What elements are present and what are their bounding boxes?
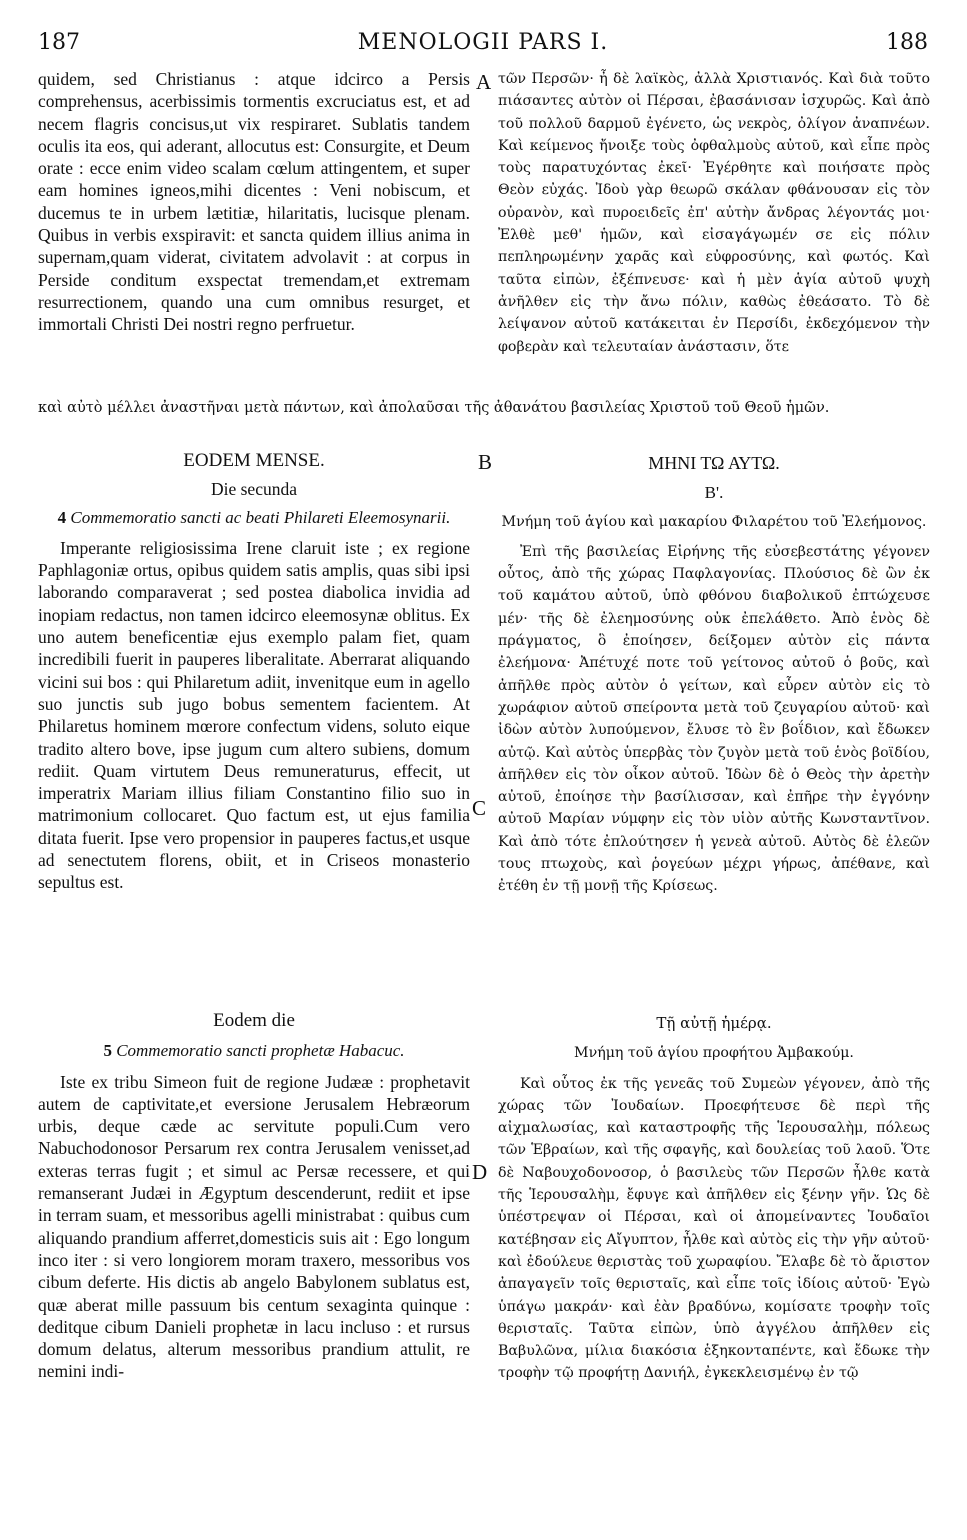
latin-column-sec5 — [38, 1010, 470, 1383]
left-page-number: 187 — [38, 30, 80, 55]
page-header — [38, 30, 928, 60]
latin-commemoration-title-2 — [38, 1040, 470, 1062]
greek-column-sec5 — [498, 1012, 930, 1385]
greek-heading-day: Β'. — [704, 483, 724, 503]
latin-entry-number: 4 — [57, 507, 67, 527]
greek-fullwidth-line: καὶ αὐτὸ μέλλει ἀναστῆναι μετὰ πάντων, καὶ ἀπολαῦσαι τῆς ἀθανάτου βασιλείας Χριστοῦ τοῦ Θεοῦ ἡμῶν. — [38, 400, 830, 416]
latin-text-sec5: Iste ex tribu Simeon fuit de regione Judææ : prophetavit autem de captivitate,et eversione Jerusalem Hebræorum urbis, deque cæde ac servitute populi.Cum vero Nabuchodonosor Persarum rex contra Jerusalem venisset,ad exteras terras fugit ; et simul ac Persæ recessere, et qui remanserant Judæi in Ægyptum descenderunt, rediit et ipse in terram suam, et messoribus agelli ministrabat : quibus cum aliquando prandium afferret,domesticis suis ait : Ego longum inco iter : si vero longiorem moram traxero, messoribus vos cibum deferte. His dictis ab angelo Babylonem sublatus est, quæ aberat mille passuum bis centum sexaginta quinque : deditque cibum Danieli prophetæ in lacu incluso : et rursus domum delatus, alterum messoribus prandium attulit, re nemini indi- — [38, 1071, 470, 1382]
greek-text-sec5: Καὶ οὗτος ἐκ τῆς γενεᾶς τοῦ Συμεὼν γέγονεν, ἀπὸ τῆς χώρας τῶν Ἰουδαίων. Προεφήτευσε δὲ περὶ τῆς αἰχμαλωσίας, καὶ καταστροφῆς τῆς Ἱερουσαλὴμ, πόλεως τῶν Ἑβραίων, καὶ τῆς σφαγῆς, καὶ δουλείας τοῦ λαοῦ. Ὅτε δὲ Ναβουχοδονοσορ, ὁ βασιλεὺς τῶν Περσῶν ἦλθε κατὰ τῆς Ἱερουσαλὴμ, ἔφυγε καὶ ἀπῆλθεν εἰς ξένην γῆν. Ὡς δὲ ὑπέστρεψαν οἱ Πέρσαι, καὶ οἱ ἀπομείναντες Ἰουδαῖοι κατέβησαν εἰς Αἴγυπτον, ἦλθε καὶ αὐτὸς εἰς τὴν γῆν αὐτοῦ· καὶ ἐδούλευε θεριστὰς τοῦ χωραφίου. Ἔλαβε δὲ τὸ ἄριστον ἀπαγαγεῖν τοῖς θερισταῖς, καὶ εἶπε τοῖς ἰδίοις αὐτοῦ· Ἐγὼ ὑπάγω μακράν· καὶ ἐὰν βραδύνω, κομίσατε τροφὴν τοῖς θερισταῖς. Ταῦτα εἰπὼν, ὑπὸ ἀγγέλου ἀπῆλθεν εἰς Βαβυλῶνα, μίλια διακόσια ἑξηκονταπέντε, καὶ ἔδωκε τὴν τροφὴν τῷ προφήτῃ Δανιήλ, ἐγκεκλεισμένῳ ἐν τῷ — [498, 1075, 930, 1382]
latin-title-text: Commemoratio sancti ac beati Philareti Eleemosynarii. — [70, 507, 451, 527]
latin-title-text-2: Commemoratio sancti prophetæ Habacuc. — [116, 1041, 405, 1061]
latin-column-top — [38, 68, 470, 336]
greek-heading-month: ΜΗΝΙ ΤΩ ΑΥΤΩ. — [648, 453, 780, 473]
margin-marker-c: C — [472, 796, 487, 820]
greek-commemoration-title: Μνήμη τοῦ ἁγίου καὶ μακαρίου Φιλαρέτου τοῦ Ἐλεήμονος. — [501, 513, 927, 530]
margin-marker-d: D — [472, 1160, 488, 1184]
latin-heading-day: Die secunda — [210, 479, 297, 500]
margin-marker-a: A — [476, 70, 492, 94]
latin-entry-number-2: 5 — [103, 1041, 112, 1061]
running-title: MENOLOGII PARS I. — [357, 30, 609, 55]
greek-heading-same-day: Τῇ αὐτῇ ἡμέρᾳ. — [656, 1014, 772, 1032]
latin-heading-eodem-die: Eodem die — [213, 1010, 295, 1031]
greek-column-top — [498, 68, 930, 358]
margin-marker-b: B — [478, 450, 493, 474]
right-page-number: 188 — [886, 30, 928, 55]
latin-column-sec4 — [38, 450, 470, 894]
latin-text-sec4: Imperante religiosissima Irene claruit iste ; ex regione Paphlagoniæ ortus, opibus quidem satis amplis, quas sibi ipsi laborando comparaverat ; sed postea diabolica invidia ad inopiam redactus, non tamen idcirco eleemosynæ oblitus. Ex uno autem beneficentiæ ejus exemplo palam fiet, quam incredibili fuerit in pauperes liberalitate. Aberrarat aliquando vicini sui bos : qui Philaretum adiit, invenitque eum in agello suo junctis sub jugo bobus sementem facientem. At Philaretus hominem mœrore confectum videns, soluto eique tradito altero bove, ipse jugum cum altero subiens, domum rediit. Quam virtutem Deus remuneraturus, effecit, ut imperatrix Mariam illius filiam Constantino filio suo in matrimonium collocaret. Quo factum est, ut ejus familia ditata fuerit. Ipse vero propensior in pauperes factus,et usque ad senectutem florens, obiit, et in Criseos monasterio sepultus est. — [38, 537, 470, 893]
greek-text-sec4: Ἐπὶ τῆς βασιλείας Εἰρήνης τῆς εὐσεβεστάτης γέγονεν οὗτος, ἀπὸ τῆς χώρας Παφλαγονίας. Πλούσιος δὲ ὢν ἐκ τοῦ καμάτου αὐτοῦ, ὑπὸ φθόνου διαβολικοῦ ἐπτώχευσε μέν· τῆς δὲ ἐλεημοσύνης οὐκ ἐπελάθετο. Ἀπὸ ἑνὸς δὲ πράγματος, ὃ ἐποίησεν, δείξομεν αὐτὸν εἰς πάντα ἐλεήμονα· Ἀπέτυχέ ποτε τοῦ γείτονος αὐτοῦ ὁ βοῦς, καὶ ἀπῆλθε πρὸς αὐτὸν ὁ γείτων, καὶ εὗρεν αὐτὸν εἰς τὸ χωράφιον αὐτοῦ σπείροντα μετὰ τοῦ ζευγαρίου αὐτοῦ· καὶ ἰδὼν αὐτὸν λυπούμενον, ἔλυσε τὸ ἓν βοΐδιον, καὶ ἔδωκεν αὐτῷ. Καὶ αὐτὸς ὑπερβὰς τὸν ζυγὸν μετὰ τοῦ ἑνὸς βοϊδίου, ἀπῆλθεν εἰς τὸν οἶκον αὐτοῦ. Ἰδὼν δὲ ὁ Θεὸς τὴν ἀρετὴν αὐτοῦ, ἐποίησε τὴν βασίλισσαν, καὶ ἐπῆρε τὴν ἐγγόνην αὐτοῦ Μαρίαν νύμφην εἰς τὸν υἱὸν αὐτῆς Κωνσταντῖνον. Καὶ ἀπὸ τότε ἐπλούτησεν ἡ γενεὰ αὐτοῦ. Αὐτὸς δὲ ἐλεῶν τους πτωχοὺς, καὶ ῥογεύων μέχρι γήρως, ἀπέθανε, καὶ ἐτέθη ἐν τῇ μονῇ τῆς Κρίσεως. — [498, 543, 930, 895]
greek-column-sec4 — [498, 452, 930, 898]
latin-text-top: quidem, sed Christianus : atque idcirco a Persis comprehensus, acerbissimis tormentis excruciatus est, et ad necem flagris concisus,ut vix respiraret. Sublatis tandem oculis ita eos, qui aderant, allocutus est: Consurgite, et Deum orate : ecce enim video scalam cœlum attingentem, et super eam homines igneos,mihi dicentes : Veni nobiscum, et ducemus te in urbem lætitiæ, hilaritatis, lucisque plenam. Quibus in verbis exspiravit: et sancta quidem illius anima in supernam,quam viderat, civitatem advolavit : at corpus in Perside conditum exspectat tremendam,et extremam resurrectionem, quando una cum omnibus resurget, et immortali Christi Dei nostri regno perfruetur. — [38, 69, 470, 335]
greek-text-top: τῶν Περσῶν· ἦ δὲ λαϊκὸς, ἀλλὰ Χριστιανός. Καὶ διὰ τοῦτο πιάσαντες αὐτὸν οἱ Πέρσαι, ἐβασάνισαν ἰσχυρῶς. Καὶ ἀπὸ τοῦ πολλοῦ δαρμοῦ ἐγένετο, ὡς νεκρὸς, ὀλίγον ἀναπνέων. Καὶ κείμενος ἤνοιξε τοὺς ὀφθαλμοὺς αὐτοῦ, καὶ εἶπε πρὸς τοὺς παρατυχόντας ἐκεῖ· Ἐγέρθητε καὶ ποιήσατε πρὸς Θεὸν εὐχάς. Ἰδοὺ γὰρ θεωρῶ σκάλαν φθάνουσαν εἰς τὸν οὐρανὸν, καὶ πυροειδεῖς ἐπ' αὐτὴν ἄνδρας λέγοντάς μοι· Ἐλθὲ μεθ' ἡμῶν, καὶ εἰσαγάγωμέν σε εἰς πόλιν πεπληρωμένην χαρᾶς καὶ εὐφροσύνης, καὶ φωτός. Καὶ ταῦτα εἰπὼν, ἐξέπνευσε· καὶ ἡ μὲν ἁγία αὐτοῦ ψυχὴ ἀνῆλθεν εἰς τὴν ἄνω πόλιν, καθὼς ἐθεάσατο. Τὸ δὲ λείψανον αὐτοῦ κατάκειται ἐν Περσίδι, ἐκδεχόμενον τὴν φοβερὰν καὶ τελευταίαν ἀνάστασιν, ὅτε — [498, 71, 930, 355]
latin-commemoration-title — [38, 507, 470, 529]
greek-commemoration-title-2: Μνήμη τοῦ ἁγίου προφήτου Ἀμβακούμ. — [574, 1045, 854, 1062]
latin-heading-month: EODEM MENSE. — [183, 450, 325, 471]
